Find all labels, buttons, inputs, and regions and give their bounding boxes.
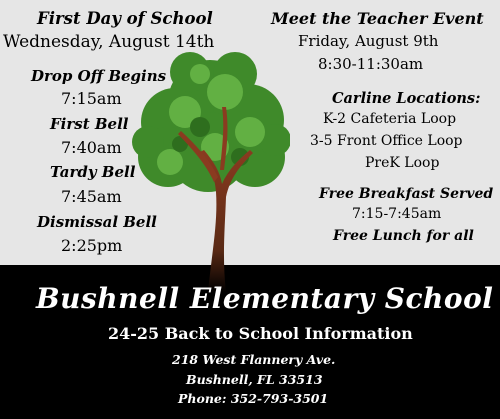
meet-date: Friday, August 9th xyxy=(298,32,439,50)
carline-heading: Carline Locations: xyxy=(332,90,481,107)
first-bell-time: 7:40am xyxy=(61,138,122,157)
tree-icon xyxy=(130,52,290,292)
carline-item-1: K-2 Cafeteria Loop xyxy=(323,111,457,127)
meet-heading: Meet the Teacher Event xyxy=(271,9,484,28)
breakfast-time: 7:15-7:45am xyxy=(352,206,442,222)
carline-item-2: 3-5 Front Office Loop xyxy=(310,133,463,149)
tardy-bell-time: 7:45am xyxy=(61,187,122,206)
drop-off-time: 7:15am xyxy=(61,89,122,108)
first-bell-heading: First Bell xyxy=(50,115,129,133)
address-line-2: Bushnell, FL 33513 xyxy=(186,372,323,387)
dismissal-time: 2:25pm xyxy=(61,236,123,255)
subtitle: 24-25 Back to School Information xyxy=(108,324,413,343)
first-day-heading: First Day of School xyxy=(37,9,213,28)
drop-off-heading: Drop Off Begins xyxy=(31,67,167,85)
free-lunch: Free Lunch for all xyxy=(333,228,474,244)
carline-item-3: PreK Loop xyxy=(365,155,440,171)
dismissal-heading: Dismissal Bell xyxy=(37,213,157,231)
meet-time: 8:30-11:30am xyxy=(318,55,424,73)
breakfast-heading: Free Breakfast Served xyxy=(319,186,494,202)
address-line-1: 218 West Flannery Ave. xyxy=(172,352,336,367)
tardy-bell-heading: Tardy Bell xyxy=(50,163,136,181)
school-name: Bushnell Elementary School xyxy=(36,282,494,315)
first-day-date: Wednesday, August 14th xyxy=(3,32,215,52)
phone-number: Phone: 352-793-3501 xyxy=(178,391,329,406)
